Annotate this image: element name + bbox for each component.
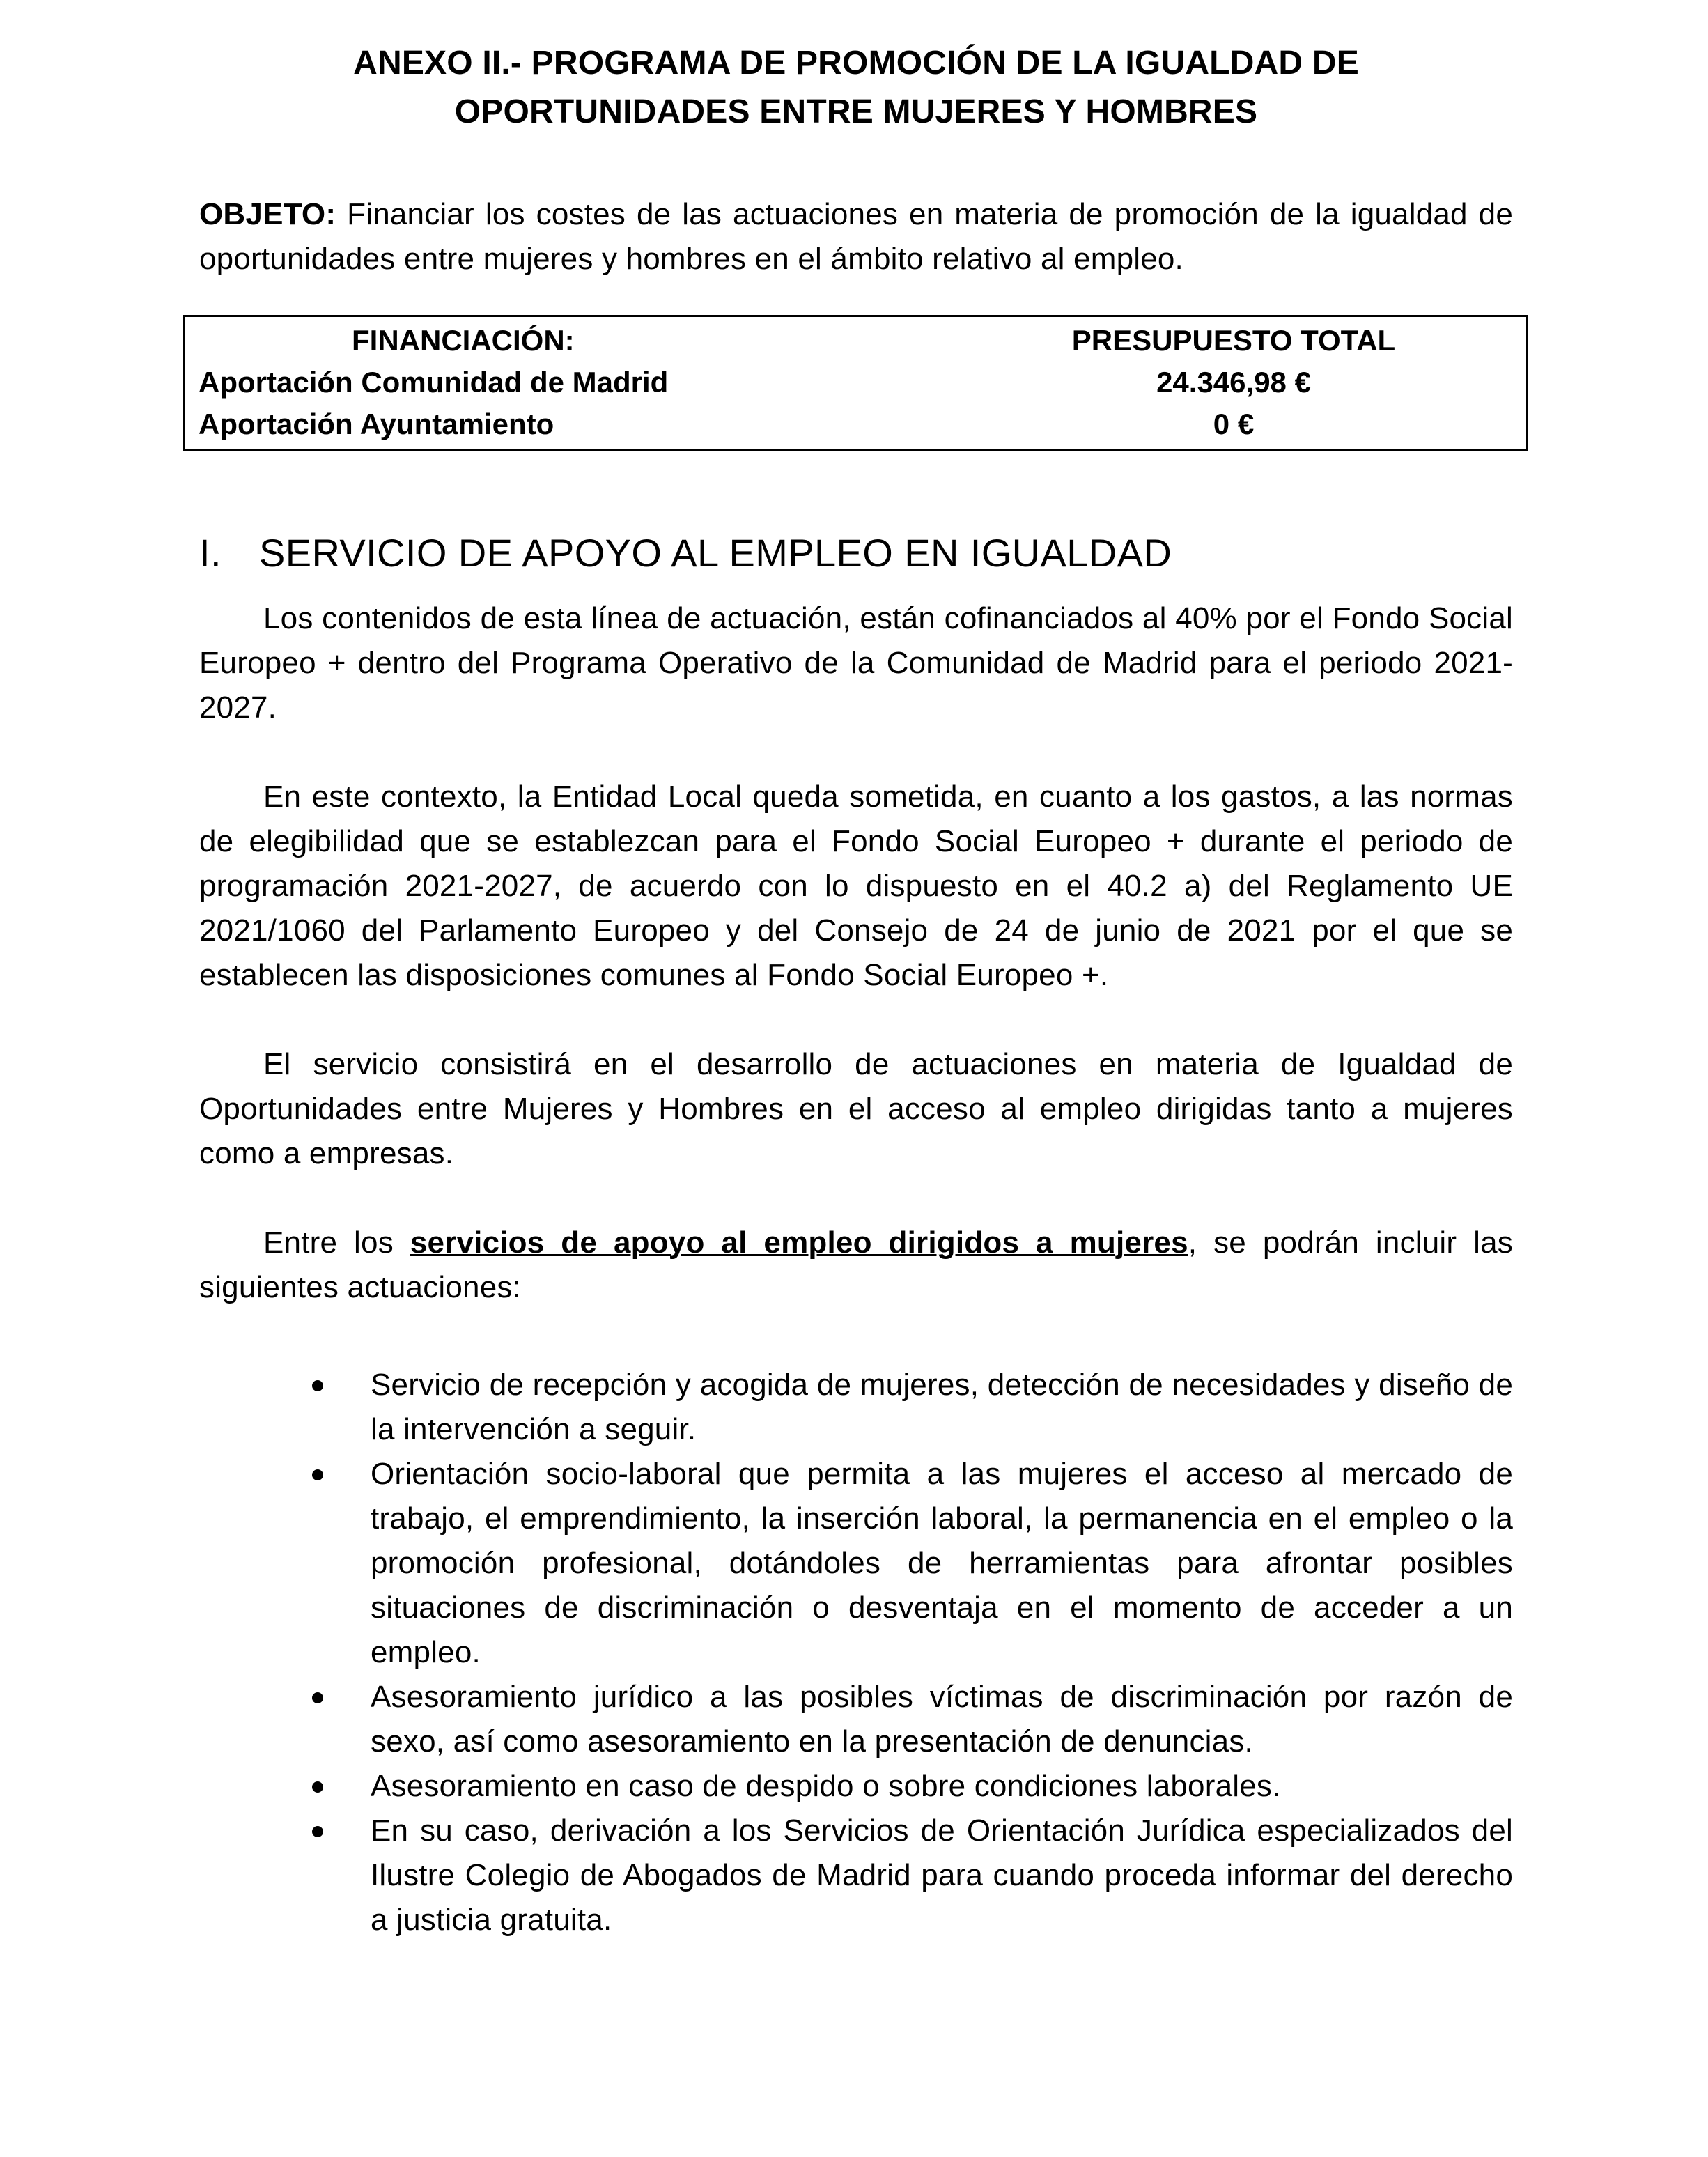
section-number: I. [199, 531, 222, 575]
bullet-icon [312, 1380, 323, 1391]
table-row [184, 403, 1528, 451]
contribution-amount: 0 € [1213, 408, 1255, 440]
bullet-icon [312, 1826, 323, 1837]
section-title: SERVICIO DE APOYO AL EMPLEO EN IGUALDAD [259, 531, 1172, 575]
list-item-text: Asesoramiento jurídico a las posibles víctimas de discriminación por razón de sexo, así como asesoramiento en la presentación de denuncias. [371, 1680, 1513, 1758]
list-item [371, 1675, 1513, 1764]
financing-table-header [184, 316, 1528, 362]
list-item-text: Servicio de recepción y acogida de mujeres, detección de necesidades y diseño de la intervención a seguir. [371, 1368, 1513, 1446]
actions-list [199, 1363, 1513, 1942]
list-item [371, 1809, 1513, 1942]
list-item [371, 1452, 1513, 1675]
list-item [371, 1764, 1513, 1809]
contribution-name: Aportación Ayuntamiento [199, 408, 554, 440]
bullet-icon [312, 1469, 323, 1480]
intro-before: Entre los [263, 1226, 410, 1260]
objeto-text: Financiar los costes de las actuaciones en materia de promoción de la igualdad de oportunidades entre mujeres y hombres en el ámbito relativo al empleo. [199, 197, 1513, 276]
contribution-name: Aportación Comunidad de Madrid [199, 366, 669, 399]
bullet-icon [312, 1692, 323, 1703]
financing-table [183, 315, 1528, 451]
section-paragraph-eligibility: En este contexto, la Entidad Local queda sometida, en cuanto a los gastos, a las normas de elegibilidad que se establezcan para el Fondo Social Europeo + durante el periodo de programación 2021-2027, de acuerdo con lo dispuesto en el 40.2 a) del Reglamento UE 2021/1060 del Parlamento Europeo y del Consejo de 24 de junio de 2021 por el que se establecen las disposiciones comunes al Fondo Social Europeo +. [199, 780, 1513, 992]
contribution-amount: 24.346,98 € [1156, 366, 1311, 399]
services-intro-paragraph [199, 1221, 1513, 1310]
list-item [371, 1363, 1513, 1452]
intro-after: , se podrán incluir las siguientes actuaciones: [199, 1226, 1513, 1304]
section-paragraph-service: El servicio consistirá en el desarrollo de actuaciones en materia de Igualdad de Oportunidades entre Mujeres y Hombres en el acceso al empleo dirigidas tanto a mujeres como a empresas. [199, 1047, 1513, 1170]
title-line-2: OPORTUNIDADES ENTRE MUJERES Y HOMBRES [454, 93, 1258, 130]
list-item-text: Orientación socio-laboral que permita a las mujeres el acceso al mercado de trabajo, el emprendimiento, la inserción laboral, la permanencia en el empleo o la promoción profesional, dotándoles de herramientas para afrontar posibles situaciones de discriminación o desventaja en el momento de acceder a un empleo. [371, 1457, 1513, 1669]
document-page [199, 39, 1513, 1942]
list-item-text: Asesoramiento en caso de despido o sobre condiciones laborales. [371, 1769, 1281, 1803]
financing-header-label: FINANCIACIÓN: [352, 324, 575, 357]
intro-emphasis: servicios de apoyo al empleo dirigidos a mujeres [410, 1226, 1188, 1260]
document-title [199, 39, 1513, 137]
title-line-1: ANEXO II.- PROGRAMA DE PROMOCIÓN DE LA IGUALDAD DE [353, 45, 1359, 82]
section-heading [199, 525, 1513, 581]
objeto-label: OBJETO: [199, 197, 336, 231]
budget-header-label: PRESUPUESTO TOTAL [1071, 324, 1396, 357]
objeto-paragraph [199, 192, 1513, 281]
table-row [184, 362, 1528, 403]
list-item-text: En su caso, derivación a los Servicios de Orientación Jurídica especializados del Ilustre Colegio de Abogados de Madrid para cuando proceda informar del derecho a justicia gratuita. [371, 1814, 1513, 1937]
section-paragraph-cofinancing: Los contenidos de esta línea de actuación, están cofinanciados al 40% por el Fondo Social Europeo + dentro del Programa Operativo de la Comunidad de Madrid para el periodo 2021-2027. [199, 601, 1513, 725]
bullet-icon [312, 1781, 323, 1793]
